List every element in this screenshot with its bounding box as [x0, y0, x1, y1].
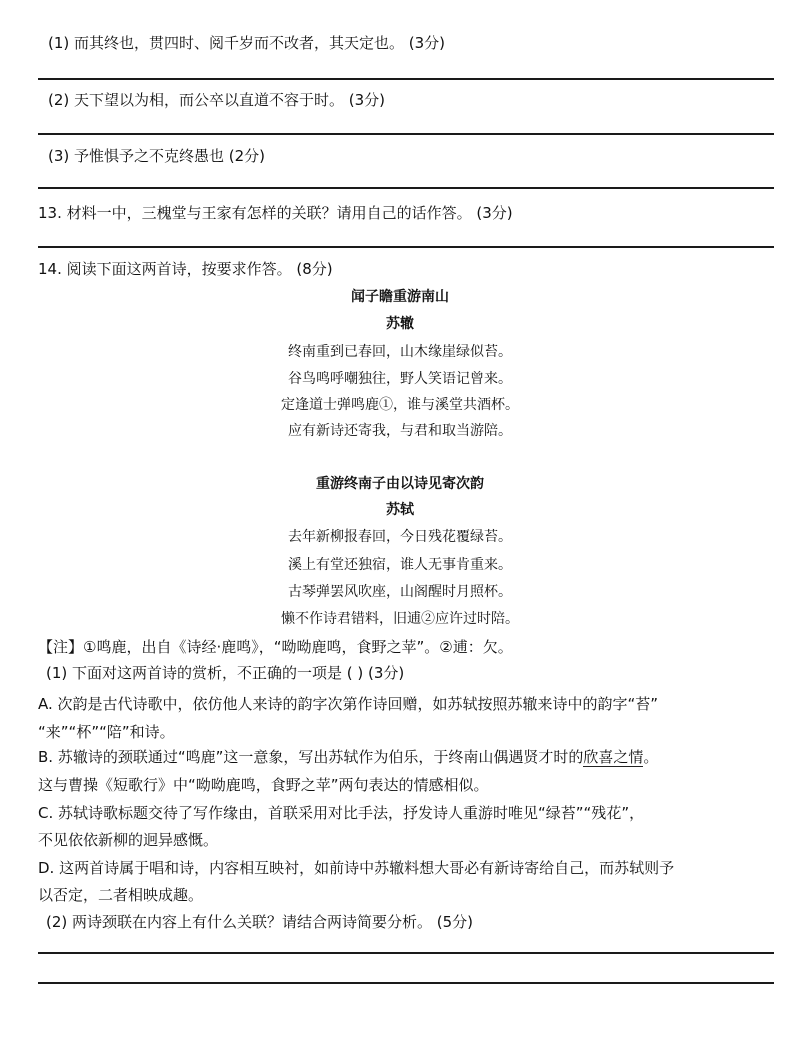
poem1-line: 应有新诗还寄我，与君和取当游陪。 [288, 423, 512, 439]
option-a-line-1: A. 次韵是古代诗歌中，依仿他人来诗的韵字次第作诗回赠，如苏轼按照苏辙来诗中的韵字“苔” [38, 695, 659, 713]
answer-line [38, 982, 774, 984]
answer-line [38, 133, 774, 135]
underlined-phrase: 欣喜之情 [583, 748, 644, 766]
poem2-line: 溪上有堂还独宿，谁人无事肯重来。 [288, 557, 512, 573]
annotation-note: 【注】①鸣鹿，出自《诗经·鹿鸣》，“呦呦鹿鸣，食野之苹”。②逋：欠。 [38, 638, 513, 656]
question-13: 13. 材料一中，三槐堂与王家有怎样的关联？请用自己的话作答。 (3分) [38, 204, 513, 222]
answer-line [38, 187, 774, 189]
poem2-title: 重游终南子由以诗见寄次韵 [316, 476, 484, 492]
poem2-line: 懒不作诗君错料，旧逋②应许过时陪。 [281, 611, 519, 627]
sub-question-1: (1) 下面对这两首诗的赏析，不正确的一项是 ( ) (3分) [46, 664, 405, 682]
poem1-line: 谷鸟鸣呼嘲独往，野人笑语记曾来。 [288, 371, 512, 387]
option-d-line-1: D. 这两首诗属于唱和诗，内容相互映衬，如前诗中苏辙料想大哥必有新诗寄给自己，而苏轼则予 [38, 859, 675, 877]
poem2-line: 古琴弹罢风吹座，山阁醒时月照杯。 [288, 584, 512, 600]
poem1-line: 定逢道士弹鸣鹿①，谁与溪堂共酒杯。 [281, 397, 519, 413]
poem1-line: 终南重到已春回，山木缘崖绿似苔。 [288, 344, 512, 360]
option-b-line-1 [38, 746, 658, 767]
option-b-punct: 。 [643, 748, 659, 766]
option-d-line-2: 以否定，二者相映成趣。 [38, 886, 204, 904]
q12-item-3: (3) 予惟惧予之不克终愚也 (2分) [48, 147, 266, 165]
answer-line [38, 246, 774, 248]
poem1-author: 苏辙 [386, 316, 414, 332]
option-c-line-1: C. 苏轼诗歌标题交待了写作缘由，首联采用对比手法，抒发诗人重游时唯见“绿苔”“残花”， [38, 804, 645, 822]
q12-item-2: (2) 天下望以为相，而公卒以直道不容于时。 (3分) [48, 91, 386, 109]
poem2-line: 去年新柳报春回，今日残花覆绿苔。 [288, 529, 512, 545]
option-b-line-2: 这与曹操《短歌行》中“呦呦鹿鸣，食野之苹”两句表达的情感相似。 [38, 776, 489, 794]
option-b-text: B. 苏辙诗的颈联通过“鸣鹿”这一意象，写出苏轼作为伯乐，于终南山偶遇贤才时的 [38, 748, 584, 766]
answer-line [38, 78, 774, 80]
q12-item-1: (1) 而其终也，贯四时、阅千岁而不改者，其天定也。 (3分) [48, 34, 446, 52]
option-a-line-2: “来”“杯”“陪”和诗。 [38, 723, 175, 741]
poem1-title: 闻子瞻重游南山 [351, 289, 449, 305]
option-c-line-2: 不见依依新柳的迥异感慨。 [38, 831, 219, 849]
answer-line [38, 952, 774, 954]
question-14-intro: 14. 阅读下面这两首诗，按要求作答。 (8分) [38, 260, 333, 278]
sub-question-2: (2) 两诗颈联在内容上有什么关联？请结合两诗简要分析。 (5分) [46, 913, 474, 931]
poem2-author: 苏轼 [386, 502, 414, 518]
